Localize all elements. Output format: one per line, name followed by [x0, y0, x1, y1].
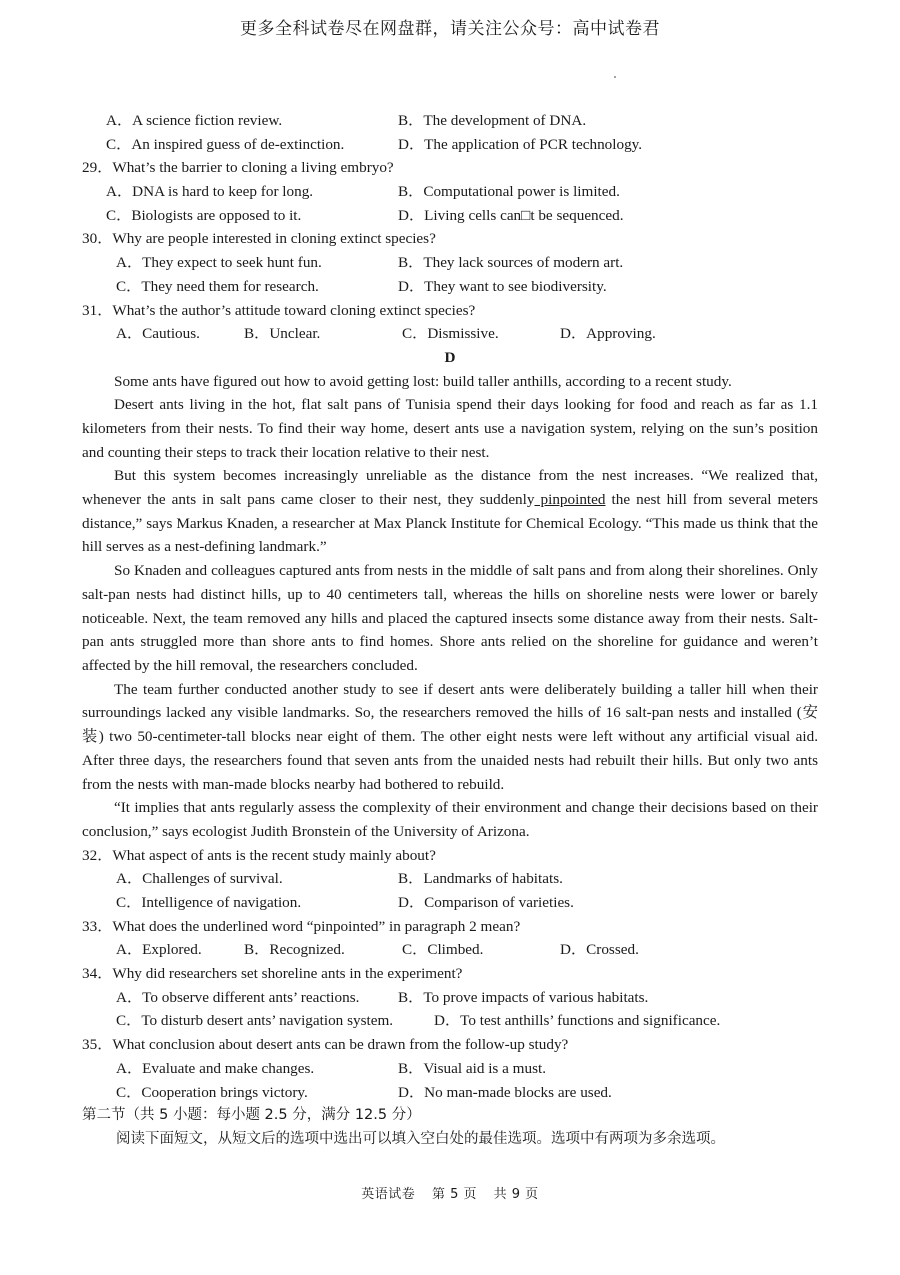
q35-stem: 35．What conclusion about desert ants can be drawn from the follow-up study? [82, 1036, 569, 1054]
q35-option-c: C．Cooperation brings victory. [116, 1083, 308, 1101]
q33-option-d: D．Crossed. [560, 941, 639, 959]
q34-options-row1 [82, 986, 818, 1010]
paragraph-3-before: But this system becomes increasingly unreliable as the distance from the nest increases. “We realized that, whenever the ants in salt pans came closer to their nest, they suddenly [82, 467, 818, 509]
q30-option-b: B．They lack sources of modern art. [398, 254, 624, 272]
q28-option-c: C．An inspired guess of de-extinction. [106, 135, 345, 153]
passage-d-body [82, 370, 818, 844]
q32-option-b: B．Landmarks of habitats. [398, 870, 563, 888]
q30-options-row1 [82, 251, 818, 275]
passage-paragraph-6: “It implies that ants regularly assess the complexity of their environment and change their decisions based on their conclusion,” says ecologist Judith Bronstein of the University of Arizona. [82, 799, 818, 840]
q35-options-row2 [82, 1081, 818, 1105]
q28-option-a: A．A science fiction review. [106, 112, 283, 129]
q35-option-b: B．Visual aid is a must. [398, 1059, 547, 1077]
q28-options-row2 [82, 133, 818, 157]
q28-option-b: B．The development of DNA. [398, 112, 587, 129]
q34-option-b: B．To prove impacts of various habitats. [398, 988, 649, 1006]
q29-option-b: B．Computational power is limited. [398, 183, 620, 201]
q28-options-row1 [82, 109, 818, 133]
q33-option-a: A．Explored. [116, 941, 202, 959]
q32-options-row2 [82, 891, 818, 915]
q31-option-b: B．Unclear. [244, 325, 321, 343]
section-2-title: 第二节（共 5 小题：每小题 2.5 分，满分 12.5 分） [82, 1107, 421, 1124]
passage-paragraph-4: So Knaden and colleagues captured ants from nests in the middle of salt pans and from along their shorelines. Only salt-pan nests had distinct hills, up to 40 centimeters tall, whereas the hills on shoreline nests were lower or barely noticeable. Next, the team removed any hills and placed the captured insects some distance away from their nests. Salt-pan ants struggled more than shore ants to find homes. Shore ants relied on the shoreline for guidance and weren’t affected by the hill removal, the researchers concluded. [82, 562, 818, 674]
page-footer [0, 1183, 900, 1202]
q35-option-a: A．Evaluate and make changes. [116, 1059, 315, 1077]
passage-paragraph-5: The team further conducted another study to see if desert ants were deliberately building a taller hill when their surroundings lacked any visible landmarks. So, the researchers removed the hills of 16 salt-pan nests and installed (安装) two 50-centimeter-tall blocks near eight of them. The other eight nests were left without any artificial visual aid. After three days, the researchers found that seven ants from the unaided nests had rebuilt their hills. But only two ants from the nests with man-made blocks nearby had bothered to rebuild. [82, 680, 818, 793]
q31-option-a: A．Cautious. [116, 325, 200, 343]
q34-option-d: D．To test anthills’ functions and significance. [434, 1012, 721, 1030]
q29-options-row1 [82, 180, 818, 204]
q34-options-row2 [82, 1009, 818, 1033]
page-content [82, 109, 818, 1152]
q33-options [82, 938, 818, 962]
q31-option-c: C．Dismissive. [402, 325, 499, 343]
q28-option-d: D．The application of PCR technology. [398, 135, 643, 153]
section-2-instruction: 阅读下面短文，从短文后的选项中选出可以填入空白处的最佳选项。选项中有两项为多余选项。 [116, 1130, 725, 1147]
q34-option-a: A．To observe different ants’ reactions. [116, 988, 360, 1006]
q30-option-c: C．They need them for research. [116, 277, 319, 295]
q31-stem: 31．What’s the author’s attitude toward cloning extinct species? [82, 301, 476, 319]
q29-option-d: D．Living cells can□t be sequenced. [398, 206, 624, 224]
q29-stem: 29．What’s the barrier to cloning a living embryo? [82, 159, 394, 177]
passage-paragraph-3 [82, 464, 818, 559]
q32-options-row1 [82, 867, 818, 891]
footer-subject: 英语试卷 [361, 1187, 416, 1202]
q32-option-d: D．Comparison of varieties. [398, 894, 574, 911]
q30-options-row2 [82, 275, 818, 299]
q29-option-a: A．DNA is hard to keep for long. [106, 183, 314, 201]
q33-option-c: C．Climbed. [402, 941, 484, 959]
q29-option-c: C．Biologists are opposed to it. [106, 206, 302, 224]
q35-option-d: D．No man-made blocks are used. [398, 1083, 612, 1101]
q32-option-c: C．Intelligence of navigation. [116, 894, 302, 911]
footer-page-number: 第 5 页 [431, 1187, 477, 1202]
passage-paragraph-1: Some ants have figured out how to avoid getting lost: build taller anthills, according to a recent study. [114, 372, 732, 390]
paragraph-3-after: the nest hill from several meters distance,” says Markus Knaden, a researcher at Max Planck Institute for Chemical Ecology. “This made us think that the hill serves as a nest-defining landmark.” [82, 491, 819, 556]
q34-option-c: C．To disturb desert ants’ navigation system. [116, 1012, 394, 1030]
q29-options-row2 [82, 204, 818, 228]
scan-speck [614, 76, 616, 78]
q31-option-d: D．Approving. [560, 325, 656, 343]
q34-stem: 34．Why did researchers set shoreline ants in the experiment? [82, 965, 463, 983]
q31-options [82, 322, 818, 346]
q30-option-a: A．They expect to seek hunt fun. [116, 254, 322, 272]
footer-total-pages: 共 9 页 [493, 1187, 539, 1202]
q30-option-d: D．They want to see biodiversity. [398, 277, 607, 295]
q32-stem: 32．What aspect of ants is the recent study mainly about? [82, 846, 436, 864]
underlined-word-pinpointed: pinpointed [534, 491, 606, 509]
q32-option-a: A．Challenges of survival. [116, 870, 283, 888]
passage-paragraph-2: Desert ants living in the hot, flat salt pans of Tunisia spend their days looking for food and reach as far as 1.1 kilometers from their nests. To find their way home, desert ants use a navigation system, relying on the sun’s position and counting their steps to track their location relative to their nest. [82, 396, 818, 461]
q33-stem: 33．What does the underlined word “pinpointed” in paragraph 2 mean? [82, 917, 521, 935]
q35-options-row1 [82, 1057, 818, 1081]
q30-stem: 30．Why are people interested in cloning extinct species? [82, 230, 436, 248]
promo-header: 更多全科试卷尽在网盘群，请关注公众号：高中试卷君 [240, 19, 660, 38]
q33-option-b: B．Recognized. [244, 941, 345, 959]
passage-d-title: D [444, 348, 456, 366]
